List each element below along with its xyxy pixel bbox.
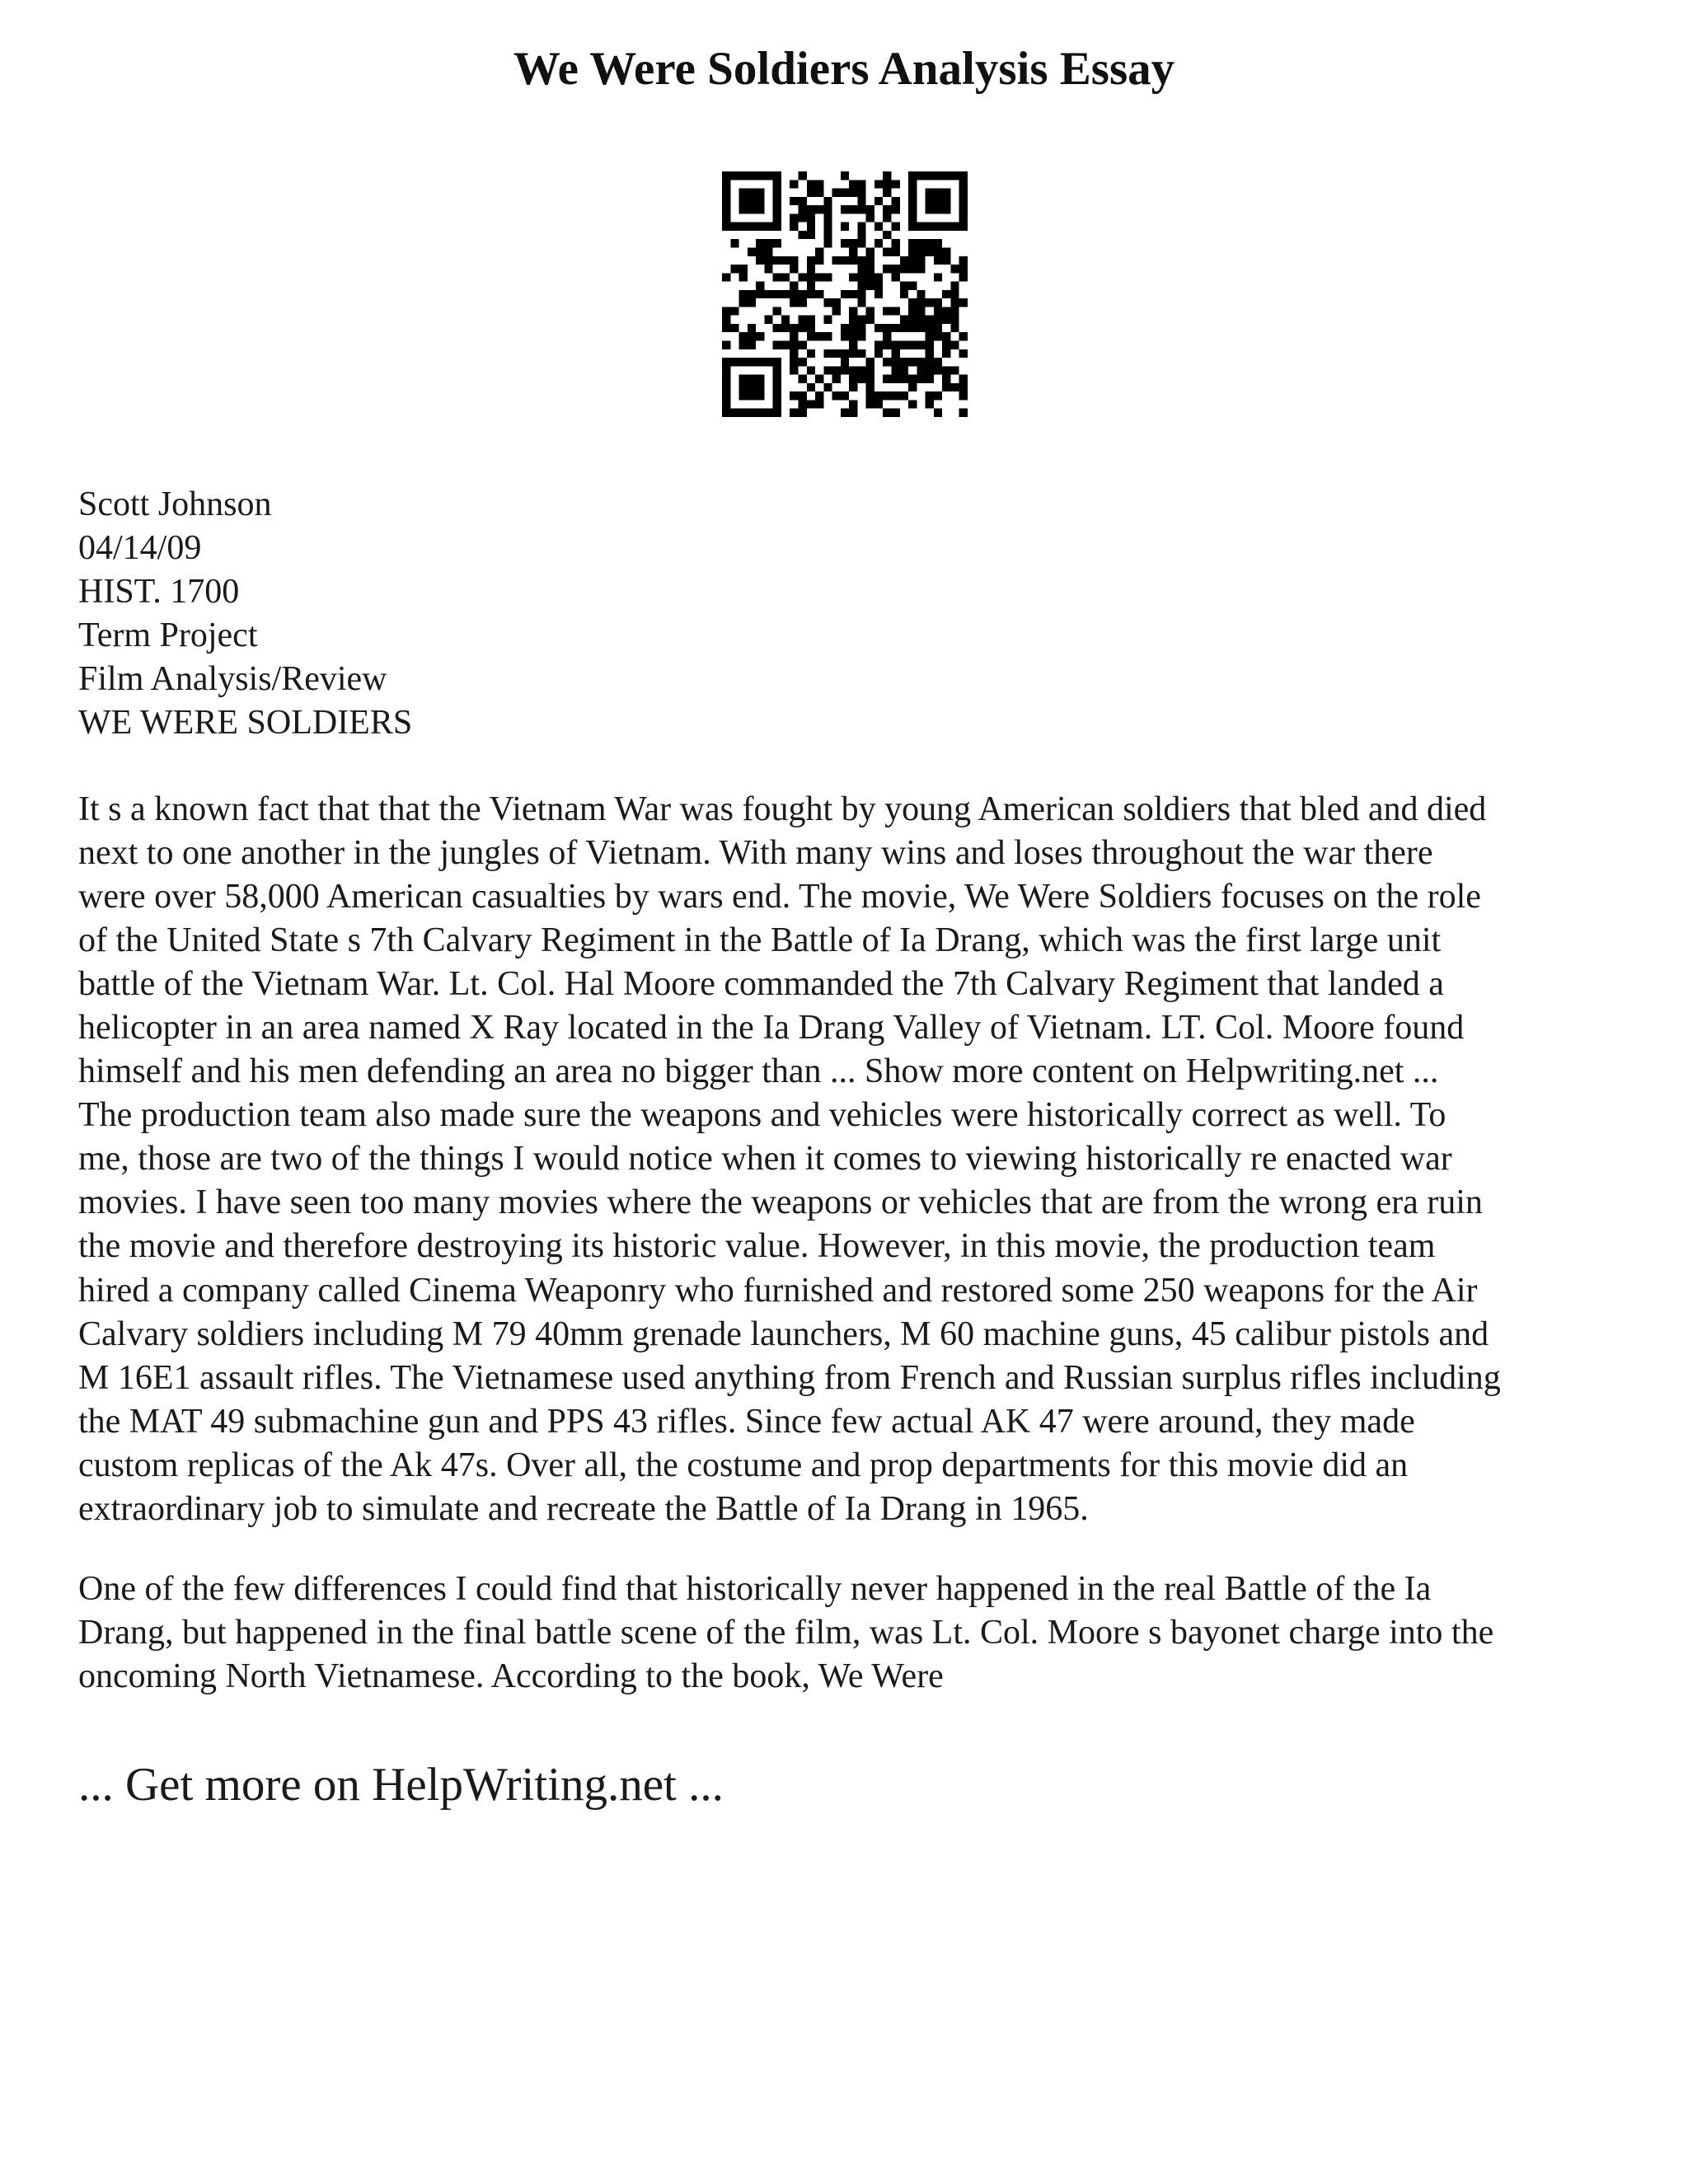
get-more-link[interactable]: ... Get more on HelpWriting.net ... [78, 1759, 724, 1811]
paragraph-line: extraordinary job to simulate and recreate the Battle of Ia Drang in 1965. [78, 1489, 1089, 1528]
course-code: HIST. 1700 [78, 573, 240, 611]
paragraph-line: The production team also made sure the weapons and vehicles were historically correct as well. To [78, 1096, 1447, 1135]
body-paragraph-1 [78, 788, 1628, 1531]
assignment-type: Film Analysis/Review [78, 660, 387, 698]
paragraph-line: me, those are two of the things I would notice when it comes to viewing historically re enacted war [78, 1140, 1452, 1179]
paragraph-line: himself and his men defending an area no bigger than ... Show more content on Helpwriting.net ... [78, 1052, 1439, 1091]
paragraph-line: battle of the Vietnam War. Lt. Col. Hal Moore commanded the 7th Calvary Regiment that landed a [78, 965, 1444, 1004]
paragraph-line: were over 58,000 American casualties by wars end. The movie, We Were Soldiers focuses on the role [78, 878, 1481, 916]
paragraph-line: Calvary soldiers including M 79 40mm grenade launchers, M 60 machine guns, 45 calibur pistols and [78, 1315, 1489, 1353]
paragraph-line: the MAT 49 submachine gun and PPS 43 rifles. Since few actual AK 47 were around, they made [78, 1402, 1415, 1441]
paragraph-line: It s a known fact that that the Vietnam War was fought by young American soldiers that bled and died [78, 790, 1487, 828]
essay-date: 04/14/09 [78, 529, 202, 567]
paragraph-line: the movie and therefore destroying its historic value. However, in this movie, the production team [78, 1227, 1436, 1266]
paragraph-line: helicopter in an area named X Ray located in the Ia Drang Valley of Vietnam. LT. Col. Moore found [78, 1009, 1465, 1047]
paragraph-line: of the United State s 7th Calvary Regiment in the Battle of Ia Drang, which was the first large unit [78, 921, 1442, 960]
body-paragraph-2 [78, 1568, 1628, 1699]
film-title: WE WERE SOLDIERS [78, 704, 413, 742]
paragraph-line: M 16E1 assault rifles. The Vietnamese used anything from French and Russian surplus rifles including [78, 1358, 1501, 1397]
paragraph-line: next to one another in the jungles of Vietnam. With many wins and loses throughout the war there [78, 834, 1433, 873]
essay-header [78, 483, 1611, 745]
page-title: We Were Soldiers Analysis Essay [513, 43, 1175, 95]
paragraph-line: One of the few differences I could find that historically never happened in the real Battle of the Ia [78, 1570, 1432, 1608]
paragraph-line: movies. I have seen too many movies where the weapons or vehicles that are from the wrong era ruin [78, 1183, 1483, 1222]
author-name: Scott Johnson [78, 485, 272, 523]
qr-code-icon [722, 171, 968, 417]
paragraph-line: oncoming North Vietnamese. According to the book, We Were [78, 1657, 944, 1696]
paragraph-line: custom replicas of the Ak 47s. Over all, the costume and prop departments for this movie did an [78, 1446, 1409, 1484]
paragraph-line: hired a company called Cinema Weaponry who furnished and restored some 250 weapons for the Air [78, 1271, 1478, 1310]
paragraph-line: Drang, but happened in the final battle scene of the film, was Lt. Col. Moore s bayonet charge into the [78, 1614, 1494, 1652]
assignment-name: Term Project [78, 616, 258, 654]
